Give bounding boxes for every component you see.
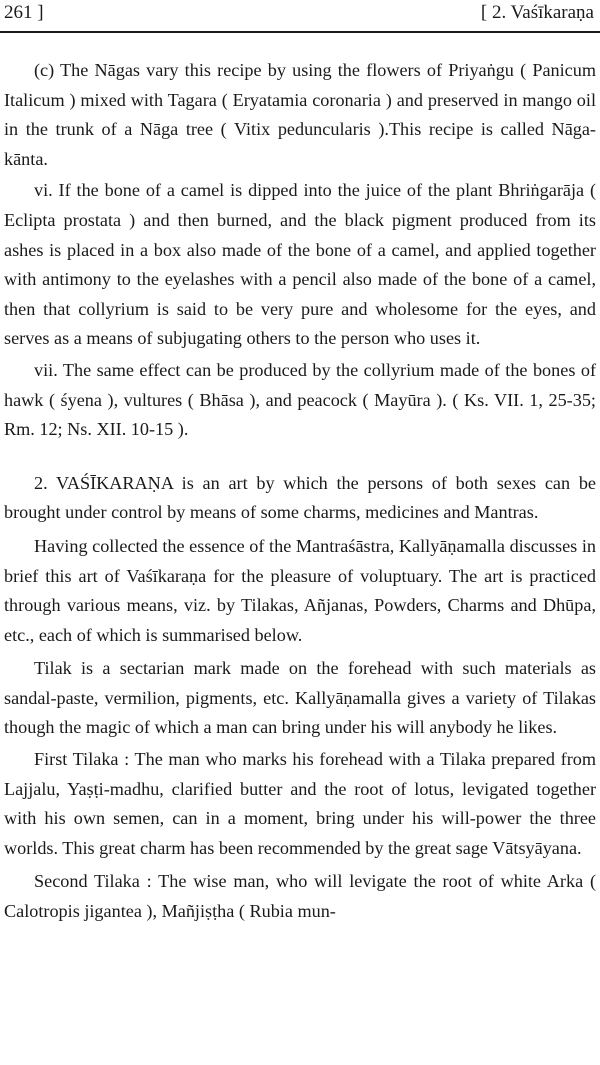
- paragraph-mantrasastra: Having collected the essence of the Mantraśāstra, Kallyāṇamalla discusses in brief this art of Vaśīkaraṇa for the pleasure of voluptuary. The art is practiced through various means, viz. by Tilakas, Añjanas, Powders, Charms and Dhūpa, etc., each of which is summarised below.: [4, 535, 596, 645]
- running-head: [ 2. Vaśīkaraṇa: [480, 2, 594, 23]
- page-header: [0, 0, 600, 30]
- paragraph-naga-recipe: (c) The Nāgas vary this recipe by using the flowers of Priyaṅgu ( Panicum Italicum ) mixed with Tagara ( Eryatamia coronaria ) and preserved in mango oil in the trunk of a Nāga tree ( Vitix peduncularis ).This recipe is called Nāga-kānta.: [4, 60, 596, 169]
- paragraph-second-tilaka: Second Tilaka : The wise man, who will levigate the root of white Arka ( Calotropis jigantea ), Mañjiṣṭha ( Rubia mun-: [4, 871, 596, 922]
- paragraph-bird-bone-collyrium: vii. The same effect can be produced by the collyrium made of the bones of hawk ( śyena ), vultures ( Bhāsa ), and peacock ( Mayūra ). ( Ks. VII. 1, 25-35; Rm. 12; Ns. XII. 10-15 ).: [4, 359, 596, 440]
- page-number: 261 ]: [4, 2, 44, 23]
- paragraph-camel-bone-collyrium: vi. If the bone of a camel is dipped into the juice of the plant Bhriṅgarāja ( Eclipta prostata ) and then burned, and the black pigment produced from its ashes is placed in a box also made of the bone of a camel, and applied together with antimony to the eyelashes with a pencil also made of the bone of a camel, then that collyrium is said to be very pure and wholesome for the eyes, and serves as a means of subjugating others to the person who uses it.: [4, 180, 596, 349]
- paragraph-first-tilaka: First Tilaka : The man who marks his forehead with a Tilaka prepared from Lajjalu, Yaṣṭi-madhu, clarified butter and the root of lotus, levigated together with his own semen, can in a moment, bring under his will-power the three worlds. This great charm has been recommended by the great sage Vātsyāyana.: [4, 749, 596, 858]
- paragraph-tilak-definition: Tilak is a sectarian mark made on the forehead with such materials as sandal-paste, vermilion, pigments, etc. Kallyāṇamalla gives a variety of Tilakas though the magic of which a man can bring under his will anybody he likes.: [4, 658, 596, 738]
- page-body: [4, 56, 596, 927]
- paragraph-vasikarana-definition: 2. VAŚĪKARAṆA is an art by which the persons of both sexes can be brought under control by means of some charms, medicines and Mantras.: [4, 472, 596, 523]
- header-rule: [0, 31, 600, 33]
